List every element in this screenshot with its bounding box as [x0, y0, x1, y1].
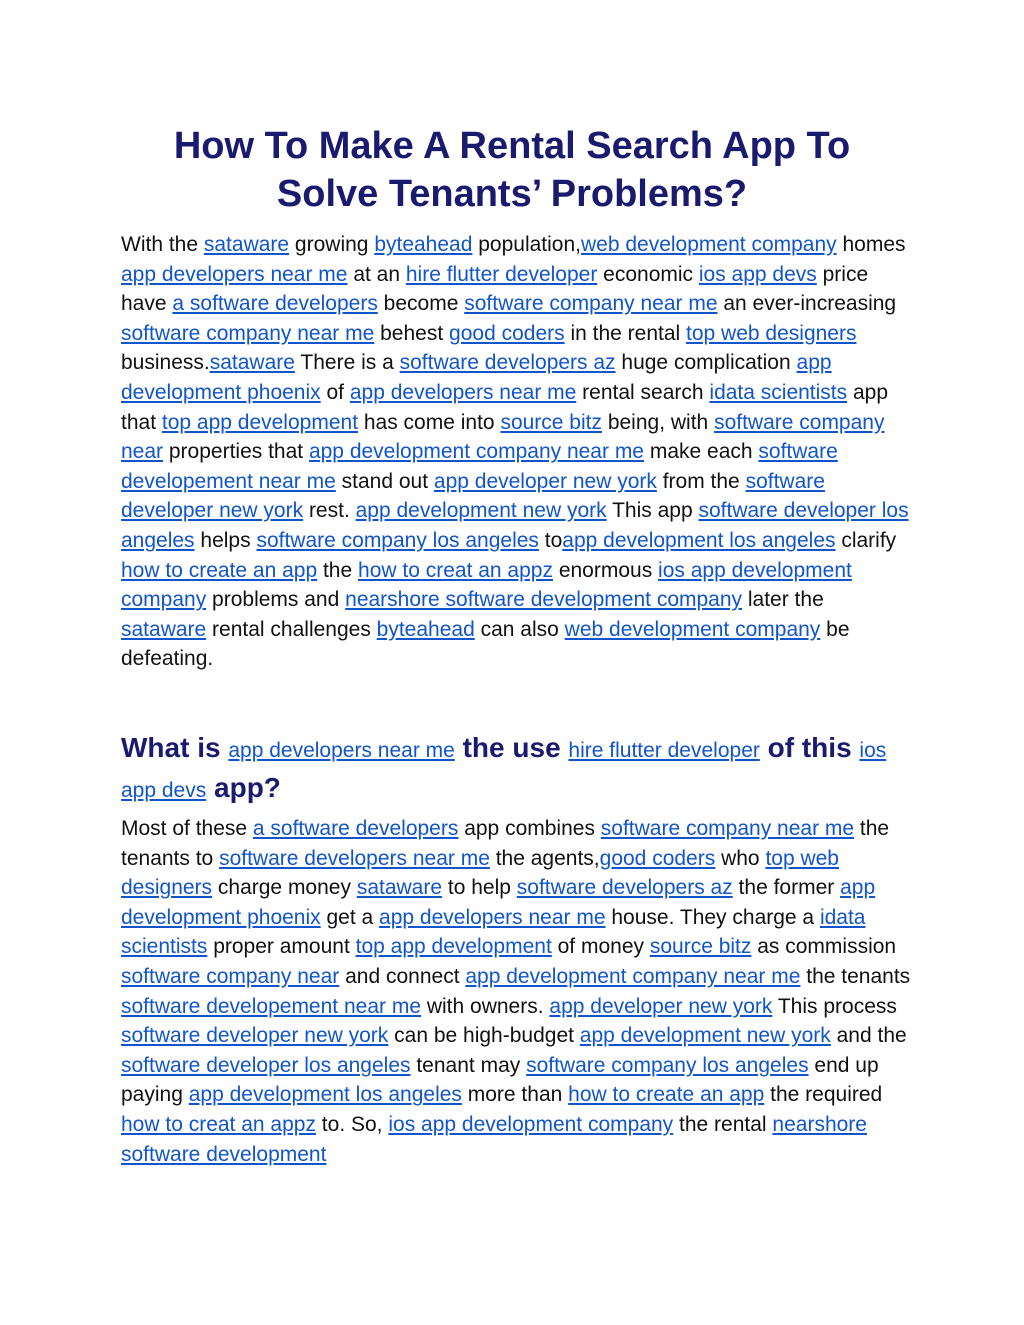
text-run: enormous [552, 558, 659, 582]
inline-link[interactable]: good coders [449, 321, 565, 345]
inline-link[interactable]: how to creat an appz [121, 1112, 316, 1136]
inline-link[interactable]: ios app development company [121, 558, 852, 612]
inline-link[interactable]: app developers near me [379, 905, 606, 929]
text-run: the [317, 558, 359, 582]
text-run: an ever-increasing [717, 292, 897, 316]
inline-link[interactable]: app development los angeles [562, 528, 836, 552]
inline-link[interactable]: app development phoenix [121, 351, 832, 404]
text-run: stand out [335, 469, 434, 493]
inline-link[interactable]: software developers az [399, 351, 616, 375]
inline-link[interactable]: top app development [355, 935, 552, 959]
inline-link[interactable]: software developers near me [219, 846, 490, 870]
inline-link[interactable]: ios app devs [698, 262, 817, 286]
text-run: helps [194, 528, 257, 552]
inline-link[interactable]: app development new york [579, 1024, 831, 1048]
text-run: of [320, 380, 350, 404]
inline-link[interactable]: top app development [161, 410, 359, 434]
page-title-line1: How To Make A Rental Search App To [173, 125, 851, 167]
text-run: properties that [163, 440, 309, 464]
inline-link[interactable]: app developers near me [349, 380, 577, 404]
inline-link[interactable]: byteahead [376, 617, 475, 641]
text-run: with owners. [421, 994, 550, 1018]
text-run: app combines [458, 817, 601, 840]
text-run: tenant may [410, 1053, 527, 1077]
text-run: problems and [206, 588, 346, 612]
body-paragraph [121, 814, 911, 1169]
inline-link[interactable]: software developer los angeles [121, 499, 909, 552]
inline-link[interactable]: software developement near me [121, 994, 421, 1018]
inline-link[interactable]: app developer new york [433, 469, 657, 493]
inline-link[interactable]: how to create an app [121, 558, 318, 582]
text-run: business. [121, 351, 210, 375]
page-title-line2: Solve Tenants’ Problems? [276, 173, 748, 215]
text-run: from the [656, 469, 746, 493]
inline-link[interactable]: app development new york [355, 499, 607, 523]
inline-link[interactable]: app developers near me [121, 262, 348, 286]
inline-link[interactable]: hire flutter developer [405, 262, 598, 286]
text-run: become [377, 292, 465, 316]
inline-link[interactable]: software company near [121, 964, 340, 988]
text-run: to help [442, 876, 517, 900]
text-run: economic [597, 262, 699, 286]
text-run: the former [732, 876, 841, 900]
inline-link[interactable]: web development company [581, 233, 837, 256]
text-run: charge money [212, 876, 357, 900]
text-run: the tenants [800, 964, 911, 988]
inline-link[interactable]: byteahead [374, 233, 473, 256]
inline-link[interactable]: a software developers [172, 292, 378, 316]
inline-link[interactable]: software developer new york [121, 1024, 389, 1048]
inline-link[interactable]: software developers az [516, 876, 733, 900]
inline-link[interactable]: sataware [209, 351, 295, 375]
text-run: get a [320, 905, 380, 929]
text-run: app that [121, 380, 889, 434]
text-run: at an [347, 262, 406, 286]
inline-link[interactable]: app development phoenix [121, 876, 876, 929]
text-run: who [715, 846, 766, 870]
inline-link[interactable]: idata scientists [709, 380, 848, 404]
inline-link[interactable]: app development company near me [465, 964, 801, 988]
inline-link[interactable]: idata scientists [121, 905, 866, 959]
inline-link[interactable]: sataware [203, 233, 290, 256]
inline-link[interactable]: software developer new york [121, 469, 825, 523]
text-run: to [538, 528, 563, 552]
inline-link[interactable]: source bitz [649, 935, 752, 959]
text-run: has come into [358, 410, 501, 434]
text-run: clarify [835, 528, 897, 552]
inline-link[interactable]: app development company near me [308, 440, 644, 464]
inline-link[interactable]: software company near me [464, 292, 718, 316]
text-run: With the [121, 233, 204, 256]
text-run: the agents, [489, 846, 600, 870]
inline-link[interactable]: how to creat an appz [358, 558, 553, 582]
text-run: homes [836, 233, 906, 256]
text-run: rest. [303, 499, 356, 523]
text-run: being, with [601, 410, 715, 434]
inline-link[interactable]: nearshore software development company [345, 588, 743, 612]
inline-link[interactable]: software company near [121, 410, 885, 464]
page-title [100, 122, 924, 218]
inline-link[interactable]: top web designers [686, 321, 857, 345]
text-run: price have [121, 262, 869, 316]
text-run: can also [474, 617, 565, 641]
text-run: behest [374, 321, 450, 345]
text-run: population, [472, 233, 581, 256]
inline-link[interactable]: software company los angeles [256, 528, 539, 552]
inline-link[interactable]: sataware [356, 876, 443, 900]
inline-link[interactable]: software developement near me [121, 440, 838, 493]
text-run: make each [644, 440, 759, 464]
inline-link[interactable]: top web designers [121, 846, 839, 900]
text-run: huge complication [615, 351, 797, 375]
text-run: proper amount [207, 935, 356, 959]
section-heading [121, 729, 911, 809]
inline-link[interactable]: hire flutter developer [568, 739, 760, 762]
intro-paragraph [121, 230, 911, 674]
text-run: rental challenges [206, 617, 377, 641]
inline-link[interactable]: software company near me [600, 817, 855, 840]
inline-link[interactable]: web development company [564, 617, 821, 641]
inline-link[interactable]: software company near me [121, 321, 375, 345]
text-run: the use [454, 732, 569, 763]
text-run: There is a [294, 351, 400, 375]
text-run: can be high-budget [388, 1024, 580, 1048]
text-run: be defeating. [121, 617, 850, 671]
inline-link[interactable]: app developers near me [228, 739, 455, 762]
text-run: of this [759, 732, 860, 763]
inline-link[interactable]: good coders [599, 846, 716, 870]
text-run: and connect [339, 964, 466, 988]
text-run: house. They charge a [605, 905, 820, 929]
text-run: of money [551, 935, 650, 959]
text-run: growing [289, 233, 375, 256]
text-run: Most of these [121, 817, 253, 840]
inline-link[interactable]: software developer los angeles [121, 1053, 411, 1077]
text-run: in the rental [564, 321, 687, 345]
text-run: the required [764, 1083, 883, 1107]
text-run: This app [606, 499, 699, 523]
text-run: as commission [751, 935, 897, 959]
inline-link[interactable]: ios app development company [388, 1112, 674, 1136]
text-run: app? [206, 772, 281, 803]
text-run: and the [830, 1024, 907, 1048]
text-run: rental search [576, 380, 710, 404]
text-run: What is [121, 732, 229, 763]
text-run: This process [772, 994, 897, 1018]
inline-link[interactable]: how to create an app [568, 1083, 765, 1107]
text-run: end up paying [121, 1053, 879, 1107]
inline-link[interactable]: a software developers [252, 817, 459, 840]
inline-link[interactable]: ios app devs [121, 739, 887, 802]
text-run: more than [461, 1083, 569, 1107]
inline-link[interactable]: nearshore software development [121, 1112, 867, 1166]
inline-link[interactable]: app development los angeles [188, 1083, 462, 1107]
inline-link[interactable]: app developer new york [549, 994, 773, 1018]
inline-link[interactable]: sataware [121, 617, 207, 641]
text-run: the tenants to [121, 817, 890, 870]
inline-link[interactable]: software company los angeles [526, 1053, 809, 1077]
text-run: the rental [673, 1112, 773, 1136]
inline-link[interactable]: source bitz [500, 410, 602, 434]
text-run: to. So, [315, 1112, 389, 1136]
text-run: later the [742, 588, 824, 612]
